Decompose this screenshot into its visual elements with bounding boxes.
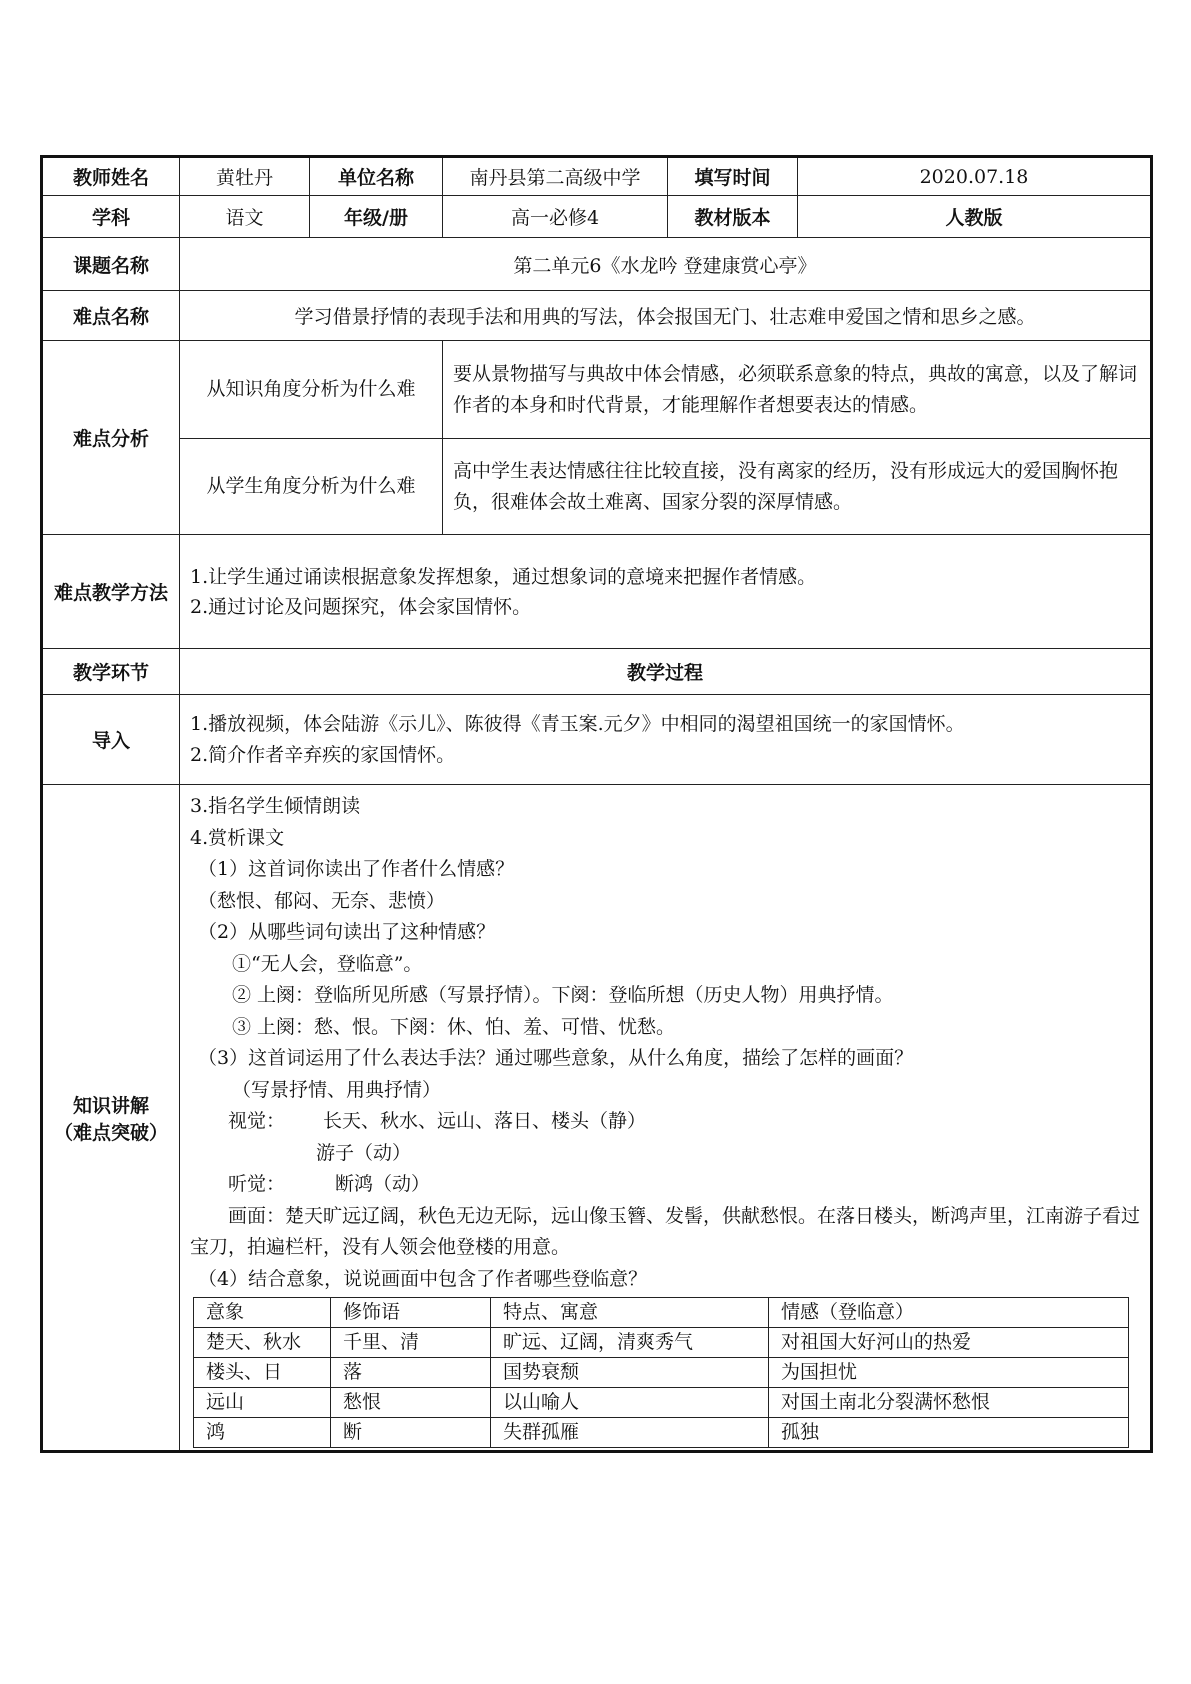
imagery-cell: 鸿 [194,1418,331,1448]
student-angle-text: 高中学生表达情感往往比较直接，没有离家的经历，没有形成远大的爱国胸怀抱负，很难体会故土难离、国家分裂的深厚情感。 [443,439,1152,535]
visual-items-2: 游子（动） [316,1141,412,1164]
method-row [42,535,1152,649]
explain-row [42,785,1152,1452]
edition-value: 人教版 [798,196,1152,238]
answer-2-3: ③ 上阕：愁、恨。下阕：休、怕、羞、可惜、忧愁。 [232,1015,676,1038]
topic-row [42,238,1152,291]
meaning-cell: 旷远、辽阔，清爽秀气 [491,1328,769,1358]
imagery-cell: 远山 [194,1388,331,1418]
modifier-cell: 千里、清 [331,1328,491,1358]
grade-label: 年级/册 [310,196,443,238]
method-line-2: 2.通过讨论及问题探究，体会家国情怀。 [190,595,532,618]
difficulty-value: 学习借景抒情的表现手法和用典的写法，体会报国无门、壮志难申爱国之情和思乡之感。 [180,291,1152,341]
explain-content [180,785,1152,1452]
imagery-header: 修饰语 [331,1298,491,1328]
topic-value: 第二单元6《水龙吟 登建康赏心亭》 [180,238,1152,291]
process-header: 教学过程 [180,649,1152,695]
intro-text [180,695,1152,785]
imagery-table [193,1297,1129,1448]
audio-line [190,1169,1140,1201]
explain-label [42,785,180,1452]
date-label: 填写时间 [668,157,798,196]
question-2: （2）从哪些词句读出了这种情感？ [198,921,496,943]
student-angle-label: 从学生角度分析为什么难 [180,439,443,535]
modifier-cell: 断 [331,1418,491,1448]
table-row [194,1418,1129,1448]
emotion-cell: 为国担忧 [769,1358,1129,1388]
intro-label: 导入 [42,695,180,785]
analysis-row-student [42,439,1152,535]
visual-label: 视觉： [228,1110,286,1132]
imagery-cell: 楼头、日 [194,1358,331,1388]
explain-line: 4.赏析课文 [190,826,285,849]
answer-2-1: ①“无人会，登临意”。 [232,952,423,975]
fill-date: 2020.07.18 [798,157,1152,196]
intro-row [42,695,1152,785]
difficulty-row [42,291,1152,341]
table-row [194,1358,1129,1388]
visual-items: 长天、秋水、远山、落日、楼头（静） [323,1110,647,1132]
teacher-label: 教师姓名 [42,157,180,196]
edition-label: 教材版本 [668,196,798,238]
emotion-cell: 对祖国大好河山的热爱 [769,1328,1129,1358]
explain-label-line-1: 知识讲解 [72,1094,149,1117]
meaning-cell: 以山喻人 [491,1388,769,1418]
intro-line-2: 2.简介作者辛弃疾的家国情怀。 [190,743,456,766]
difficulty-label: 难点名称 [42,291,180,341]
topic-label: 课题名称 [42,238,180,291]
unit-name: 南丹县第二高级中学 [443,157,668,196]
stage-header: 教学环节 [42,649,180,695]
lesson-plan-sheet [40,155,1150,1453]
answer-1: （愁恨、郁闷、无奈、悲愤） [198,889,446,912]
explain-line: 3.指名学生倾情朗读 [190,795,361,817]
lesson-plan-table [40,155,1153,1453]
table-row [194,1328,1129,1358]
scene-description: 画面：楚天旷远辽阔，秋色无边无际，远山像玉簪、发髻，供献愁恨。在落日楼头，断鸿声里，江南游子看过宝刀，拍遍栏杆，没有人领会他登楼的用意。 [190,1204,1141,1258]
header-row-1 [42,157,1152,196]
question-1: （1）这首词你读出了作者什么情感？ [198,858,515,880]
intro-line-1: 1.播放视频，体会陆游《示儿》、陈彼得《青玉案.元夕》中相同的渴望祖国统一的家国情怀。 [190,712,965,735]
unit-label: 单位名称 [310,157,443,196]
imagery-header: 情感（登临意） [769,1298,1129,1328]
subject-label: 学科 [42,196,180,238]
visual-line [190,1106,1140,1138]
analysis-row-knowledge [42,341,1152,439]
analysis-label: 难点分析 [42,341,180,535]
imagery-header: 特点、寓意 [491,1298,769,1328]
question-3: （3）这首词运用了什么表达手法？通过哪些意象，从什么角度，描绘了怎样的画面？ [198,1047,914,1069]
imagery-cell: 楚天、秋水 [194,1328,331,1358]
answer-2-2: ② 上阕：登临所见所感（写景抒情）。下阕：登临所想（历史人物）用典抒情。 [232,984,894,1006]
knowledge-angle-text: 要从景物描写与典故中体会情感，必须联系意象的特点，典故的寓意，以及了解词作者的本身和时代背景，才能理解作者想要表达的情感。 [443,341,1152,439]
table-row [194,1388,1129,1418]
method-label: 难点教学方法 [42,535,180,649]
meaning-cell: 国势衰颓 [491,1358,769,1388]
header-row-2 [42,196,1152,238]
answer-3: （写景抒情、用典抒情） [232,1078,442,1101]
subject-value: 语文 [180,196,310,238]
knowledge-angle-label: 从知识角度分析为什么难 [180,341,443,439]
modifier-cell: 落 [331,1358,491,1388]
emotion-cell: 对国土南北分裂满怀愁恨 [769,1388,1129,1418]
modifier-cell: 愁恨 [331,1388,491,1418]
emotion-cell: 孤独 [769,1418,1129,1448]
audio-label: 听觉： [228,1173,286,1195]
method-line-1: 1.让学生通过诵读根据意象发挥想象，通过想象词的意境来把握作者情感。 [190,565,817,588]
meaning-cell: 失群孤雁 [491,1418,769,1448]
teacher-name: 黄牡丹 [180,157,310,196]
process-header-row [42,649,1152,695]
audio-items: 断鸿（动） [335,1173,431,1195]
imagery-header: 意象 [194,1298,331,1328]
method-text [180,535,1152,649]
grade-value: 高一必修4 [443,196,668,238]
question-4: （4）结合意象，说说画面中包含了作者哪些登临意？ [198,1267,648,1290]
imagery-header-row [194,1298,1129,1328]
explain-label-line-2: （难点突破） [53,1121,168,1144]
